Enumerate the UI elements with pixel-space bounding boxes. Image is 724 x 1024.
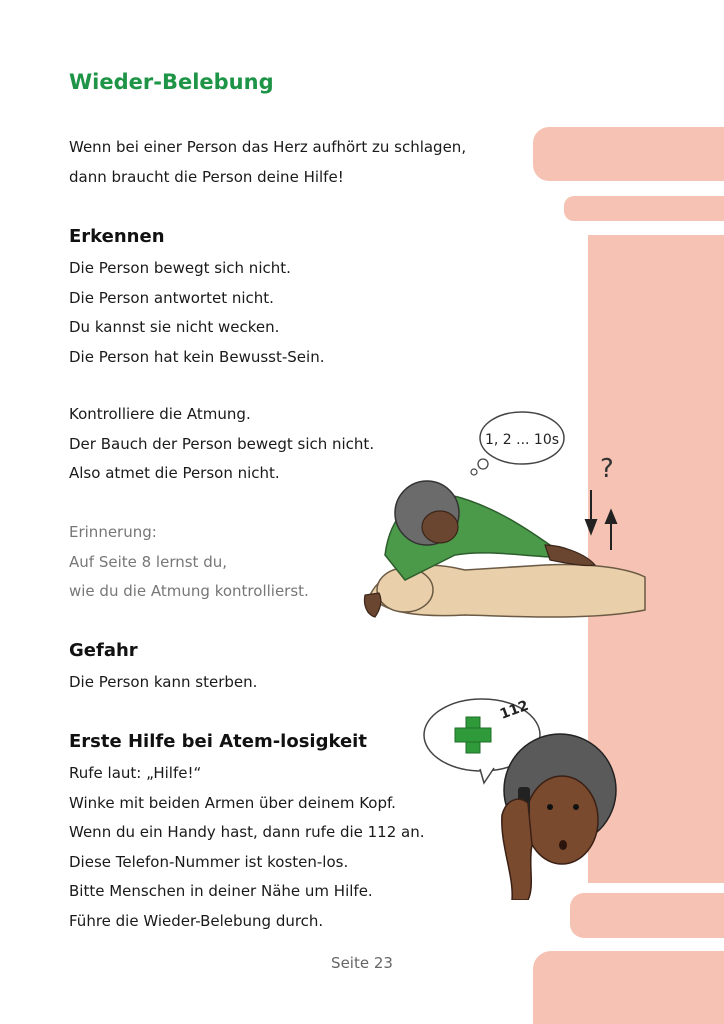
question-mark: ? — [600, 454, 614, 484]
caller-eye — [573, 804, 579, 810]
thought-bubble — [471, 412, 564, 475]
text-line: Also atmet die Person nicht. — [69, 464, 280, 482]
page-title: Wieder-Belebung — [69, 70, 274, 94]
reminder-note — [69, 518, 309, 607]
caller-eye — [547, 804, 553, 810]
emergency-number-text: 112 — [497, 697, 531, 723]
text-line: Wenn du ein Handy hast, dann rufe die 112 an. — [69, 823, 425, 841]
text-line: Die Person antwortet nicht. — [69, 288, 274, 307]
gefahr-lines — [69, 668, 257, 698]
heading-erste-hilfe: Erste Hilfe bei Atem-losigkeit — [69, 731, 367, 752]
caller-face — [526, 776, 598, 864]
text-line: Winke mit beiden Armen über deinem Kopf. — [69, 793, 396, 812]
text-line: Erinnerung: — [69, 523, 157, 541]
text-line: Auf Seite 8 lernst du, — [69, 552, 227, 571]
text-line: Die Person kann sterben. — [69, 673, 258, 691]
text-line: Wenn bei einer Person das Herz aufhört zu schlagen, — [69, 138, 467, 156]
emergency-call-illustration — [420, 695, 650, 900]
helper-hand — [545, 545, 595, 566]
heading-erkennen: Erkennen — [69, 226, 165, 247]
page-number: Seite 23 — [331, 954, 393, 972]
intro-text — [69, 133, 466, 192]
up-down-arrows-icon — [586, 490, 616, 550]
text-line: Die Person bewegt sich nicht. — [69, 259, 291, 277]
text-line: wie du die Atmung kontrollierst. — [69, 582, 309, 600]
bubble-count-text: 1, 2 ... 10s — [484, 432, 560, 448]
text-line: Führe die Wieder-Belebung durch. — [69, 911, 324, 930]
text-line: Du kannst sie nicht wecken. — [69, 318, 280, 336]
helper-hand-on-head — [364, 593, 380, 617]
text-line: Der Bauch der Person bewegt sich nicht. — [69, 434, 375, 453]
text-line: Die Person hat kein Bewusst-Sein. — [69, 347, 325, 366]
text-line: Diese Telefon-Nummer ist kosten-los. — [69, 852, 349, 871]
text-line: dann braucht die Person deine Hilfe! — [69, 167, 344, 186]
text-line: Kontrolliere die Atmung. — [69, 405, 251, 423]
helper-face — [422, 511, 458, 543]
caller-mouth — [559, 840, 567, 850]
breathing-check-illustration — [345, 405, 655, 635]
erste-hilfe-lines — [69, 759, 425, 936]
decor-capital-top — [533, 127, 724, 181]
decor-capital-band — [564, 196, 724, 221]
caller-arm — [502, 799, 532, 900]
text-line: Bitte Menschen in deiner Nähe um Hilfe. — [69, 882, 373, 900]
erkennen-lines — [69, 254, 324, 372]
text-line: Rufe laut: „Hilfe!“ — [69, 764, 202, 782]
heading-gefahr: Gefahr — [69, 640, 138, 661]
breathing-check-lines — [69, 400, 374, 489]
